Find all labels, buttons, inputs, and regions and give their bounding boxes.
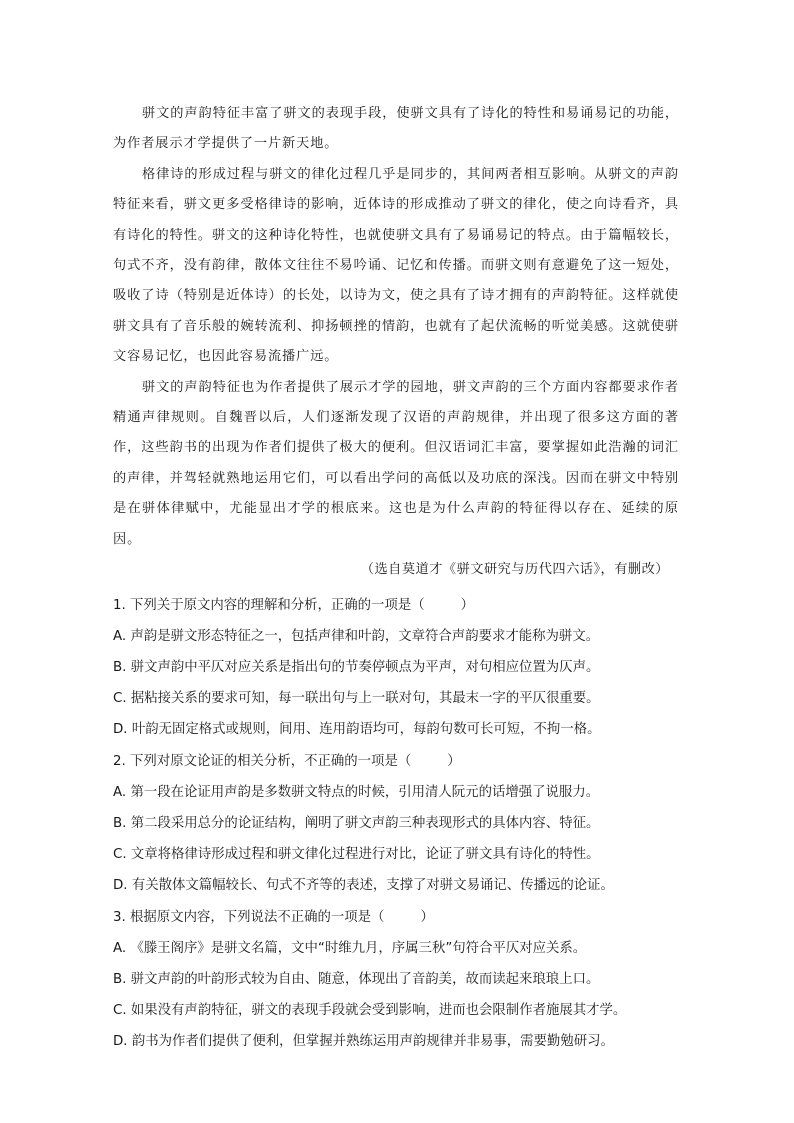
passage-paragraph-1: 骈文的声韵特征丰富了骈文的表现手段，使骈文具有了诗化的特性和易诵易记的功能，为作者展示才学提供了一片新天地。 (113, 106, 679, 152)
question-option: B. 骈文声韵中平仄对应关系是指出句的节奏停顿点为平声，对句相应位置为仄声。 (113, 659, 600, 675)
question-option: A. 《滕王阁序》是骈文名篇，文中“时维九月，序属三秋”句符合平仄对应关系。 (113, 940, 587, 956)
question-option: D. 叶韵无固定格式或规则，间用、连用韵语均可，每韵句数可长可短，不拘一格。 (113, 722, 601, 738)
passage-paragraph-2: 格律诗的形成过程与骈文的律化过程几乎是同步的，其间两者相互影响。从骈文的声韵特征来看，骈文更多受格律诗的影响，近体诗的形成推动了骈文的律化，使之向诗看齐，具有诗化的特性。骈文的这种诗化特性，也就使骈文具有了易诵易记的特点。由于篇幅较长，句式不齐，没有韵律，散体文往往不易吟诵、记忆和传播。而骈文则有意避免了这一短处，吸收了诗（特别是近体诗）的长处，以诗为文，使之具有了诗才拥有的声韵特征。这样就使骈文具有了音乐般的婉转流利、抑扬顿挫的情韵，也就有了起伏流畅的听觉美感。这就使骈文容易记忆，也因此容易流播广远。 (113, 166, 679, 365)
passage-paragraph-3: 骈文的声韵特征也为作者提供了展示才学的园地，骈文声韵的三个方面内容都要求作者精通声律规则。自魏晋以后，人们逐渐发现了汉语的声韵规律，并出现了很多这方面的著作，这些韵书的出现为作者们提供了极大的便利。但汉语词汇丰富，要掌握如此浩瀚的词汇的声律，并驾轻就熟地运用它们，可以看出学问的高低以及功底的深浅。因而在骈文中特别是在骈体律赋中，尤能显出才学的根底来。这也是为什么声韵的特征得以存在、延续的原因。 (113, 379, 679, 547)
question-option: B. 骈文声韵的叶韵形式较为自由、随意，体现出了音韵美，故而读起来琅琅上口。 (113, 971, 600, 987)
question-list (113, 590, 679, 1058)
reading-passage (113, 99, 679, 586)
question-option: D. 韵书为作者们提供了便利，但掌握并熟练运用声韵规律并非易事，需要勤勉研习。 (113, 1034, 614, 1050)
question-1 (113, 590, 679, 746)
question-option: C. 文章将格律诗形成过程和骈文律化过程进行对比，论证了骈文具有诗化的特性。 (113, 847, 600, 863)
question-3 (113, 902, 679, 1058)
passage-source: （选自莫道才《骈文研究与历代四六话》，有删改） (360, 562, 669, 578)
question-option: C. 如果没有声韵特征，骈文的表现手段就会受到影响，进而也会限制作者施展其才学。 (113, 1003, 627, 1019)
question-stem-close: ） (420, 909, 434, 925)
question-option: A. 声韵是骈文形态特征之一，包括声律和叶韵，文章符合声韵要求才能称为骈文。 (113, 628, 600, 644)
question-option: C. 据粘接关系的要求可知，每一联出句与上一联对句，其最末一字的平仄很重要。 (113, 691, 600, 707)
question-option: D. 有关散体文篇幅较长、句式不齐等的表述，支撑了对骈文易诵记、传播远的论证。 (113, 878, 614, 894)
document-page (113, 99, 679, 1058)
question-stem-text: 3. 根据原文内容，下列说法不正确的一项是（ (113, 909, 385, 925)
question-stem (113, 902, 679, 933)
question-stem (113, 746, 679, 777)
question-option: B. 第二段采用总分的论证结构，阐明了骈文声韵三种表现形式的具体内容、特征。 (113, 815, 600, 831)
question-stem-text: 1. 下列关于原文内容的理解和分析，正确的一项是（ (113, 597, 425, 613)
question-2 (113, 746, 679, 902)
question-stem-close: ） (447, 753, 461, 769)
question-stem-text: 2. 下列对原文论证的相关分析，不正确的一项是（ (113, 753, 412, 769)
question-stem (113, 590, 679, 621)
question-stem-close: ） (460, 597, 475, 613)
question-option: A. 第一段在论证用声韵是多数骈文特点的时候，引用清人阮元的话增强了说服力。 (113, 784, 600, 800)
